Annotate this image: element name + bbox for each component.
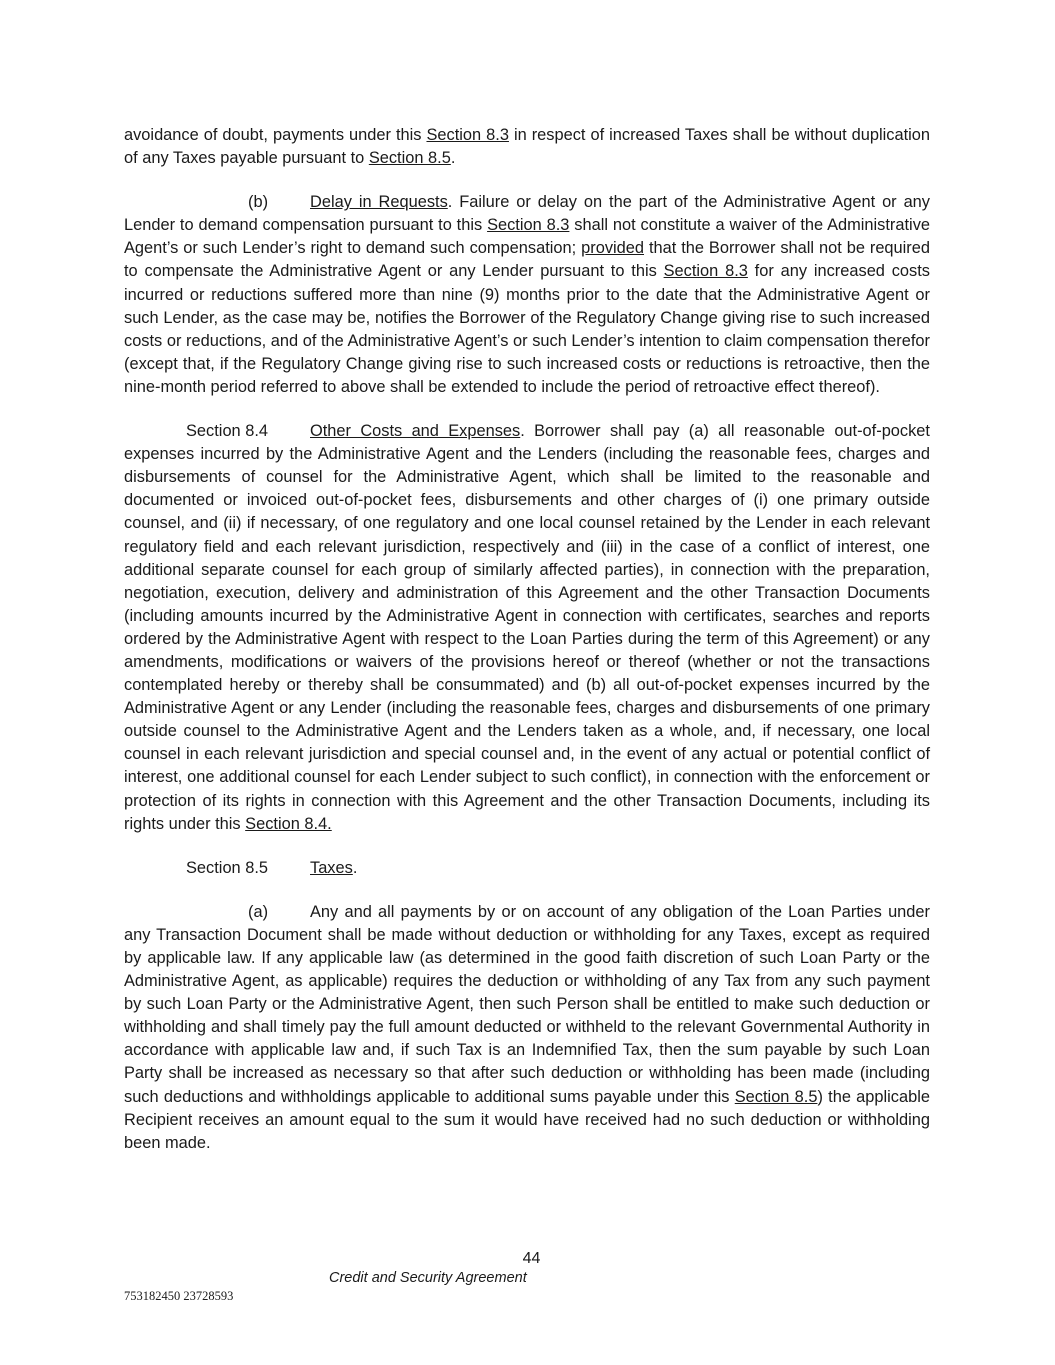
section-heading: Other Costs and Expenses	[310, 422, 521, 441]
text: in respect of increased Taxes shall be without duplication of any Taxes payable pursuant to	[124, 126, 930, 168]
proviso-term: provided	[581, 239, 645, 258]
clause-label: (a)	[248, 902, 269, 921]
text: Any and all payments by or on account of any obligation of the Loan Parties under any Transaction Document shall be made without deduction or withholding for any Taxes, except as required by applicable law. If any applicable law (as determined in the good faith discretion of such Loan Party or the Administrative Agent, as applicable) requires the deduction or withholding of any Tax from any such payment by such Loan Party or the Administrative Agent, then such Person shall be entitled to make such deduction or withholding and shall timely pay the full amount deducted or withheld to the relevant Governmental Authority in accordance with applicable law and, if such Tax is an Indemnified Tax, then the sum payable by such Loan Party shall be increased as necessary so that after such deduction or withholding has been made (including such deductions and withholdings applicable to additional sums payable under this	[124, 902, 930, 1106]
text: ) the applicable Recipient receives an amount equal to the sum it would have received had no such deduction or withholding been made.	[124, 1087, 930, 1152]
page-number	[0, 1250, 1055, 1268]
clause-label: (b)	[248, 193, 269, 212]
paragraph-delay-in-requests	[124, 191, 930, 399]
section-reference: Section 8.3	[487, 216, 570, 235]
section-reference: Section 8.5	[368, 149, 451, 168]
page-number-text: 44	[522, 1250, 541, 1267]
text: shall not constitute a waiver of the Administrative Agent’s or such Lender’s right to demand such compensation;	[124, 216, 931, 258]
section-8-5-heading	[124, 857, 930, 880]
text: that the Borrower shall not be required to compensate the Administrative Agent or any Lender pursuant to this	[124, 239, 930, 281]
text: for any increased costs incurred or reductions suffered more than nine (9) months prior to the date that the Administrative Agent or such Lender, as the case may be, notifies the Borrower of the Regulatory Change giving rise to such increased costs or reductions, and of the Administrative Agent’s or such Lender’s intention to claim compensation therefor (except that, if the Regulatory Change giving rise to such increased costs or reductions is retroactive, then the nine-month period referred to above shall be extended to include the period of retroactive effect thereof).	[124, 262, 930, 396]
section-number: Section 8.4	[186, 422, 269, 441]
footer-document-title: Credit and Security Agreement	[329, 1270, 527, 1286]
document-id: 753182450 23728593	[124, 1289, 234, 1303]
section-heading: Taxes	[310, 858, 353, 877]
text: . Borrower shall pay (a) all reasonable out-of-pocket expenses incurred by the Administrative Agent and the Lenders (including the reasonable fees, charges and disbursements of counsel for the Administrative Agent, which shall be limited to the reasonable and documented or invoiced out-of-pocket fees, disbursements and other charges of (i) one primary outside counsel, and (ii) if necessary, of one regulatory and one local counsel retained by the Lender in each relevant regulatory field and each relevant jurisdiction, respectively and (iii) in the case of a conflict of interest, one additional separate counsel for each group of similarly affected parties), in connection with the preparation, negotiation, execution, delivery and administration of this Agreement and the other Transaction Documents (including amounts incurred by the Administrative Agent in connection with certificates, searches and reports ordered by the Administrative Agent with respect to the Loan Parties during the term of this Agreement) or any amendments, modifications or waivers of the provisions hereof or thereof (whether or not the transactions contemplated hereby or thereby shall be consummated) and (b) all out-of-pocket expenses incurred by the Administrative Agent or any Lender (including the reasonable fees, charges and disbursements of one primary outside counsel to the Administrative Agent and the Lenders taken as a whole, and, if necessary, one local counsel in each relevant jurisdiction and special counsel and, in the event of any actual or potential conflict of interest, one additional counsel for each Lender subject to such conflict), in connection with the enforcement or protection of its rights in connection with this Agreement and the other Transaction Documents, including its rights under this	[124, 422, 930, 833]
clause-heading: Delay in Requests	[310, 193, 448, 212]
paragraph-continuation	[124, 124, 930, 170]
section-reference: Section 8.3	[663, 262, 748, 281]
text: .	[450, 149, 456, 168]
section-reference: Section 8.4.	[245, 814, 332, 833]
document-body	[124, 124, 930, 1176]
text: avoidance of doubt, payments under this	[124, 126, 427, 144]
paragraph-taxes-a	[124, 901, 930, 1155]
text: .	[352, 858, 358, 877]
section-reference: Section 8.3	[426, 126, 509, 144]
text: . Failure or delay on the part of the Administrative Agent or any Lender to demand compensation pursuant to this	[124, 193, 930, 235]
section-reference: Section 8.5	[734, 1087, 818, 1106]
section-number: Section 8.5	[186, 858, 269, 877]
section-8-4-paragraph	[124, 420, 930, 836]
